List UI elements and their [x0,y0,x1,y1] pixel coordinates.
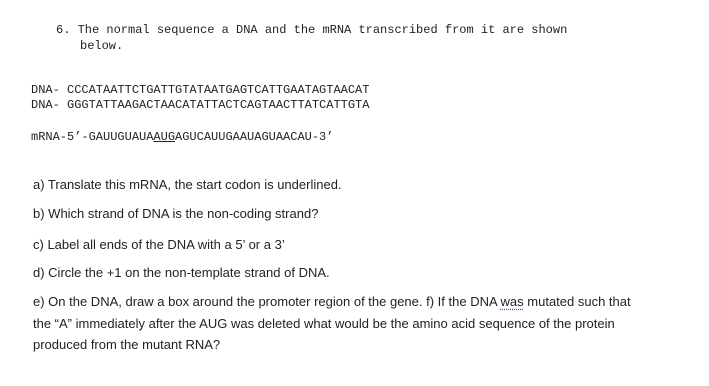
part-d-text: d) Circle the +1 on the non-template strand of DNA. [33,265,330,280]
part-e-line3: produced from the mutant RNA? [33,337,221,352]
question-header-line2: below. [80,39,124,53]
part-b-text: b) Which strand of DNA is the non-coding strand? [33,206,319,221]
part-a-text: a) Translate this mRNA, the start codon is underlined. [33,177,342,192]
part-e-line1-end: mutated such that [523,294,631,309]
dna-strand-top: DNA- CCCATAATTCTGATTGTATAATGAGTCATTGAATAGTAACAT [31,83,370,97]
part-e-line1-start: e) On the DNA, draw a box around the promoter region of the gene. f) If the DNA [33,294,501,309]
dna-strand-bottom: DNA- GGGTATTAAGACTAACATATTACTCAGTAACTTATCATTGTA [31,98,370,112]
start-codon: AUG [153,130,176,144]
part-c-text: c) Label all ends of the DNA with a 5’ or a 3’ [33,237,285,252]
part-e-line2: the “A” immediately after the AUG was deleted what would be the amino acid sequence of the protein [33,316,615,331]
part-e-line1 [33,294,631,309]
mrna-sequence [31,129,333,145]
spellcheck-word-was: was [500,294,524,309]
question-header-line1: 6. The normal sequence a DNA and the mRNA transcribed from it are shown [56,23,568,37]
mrna-prefix: mRNA-5’-GAUUGUAUA [31,130,154,144]
mrna-suffix: AGUCAUUGAAUAGUAACAU-3’ [175,130,334,144]
